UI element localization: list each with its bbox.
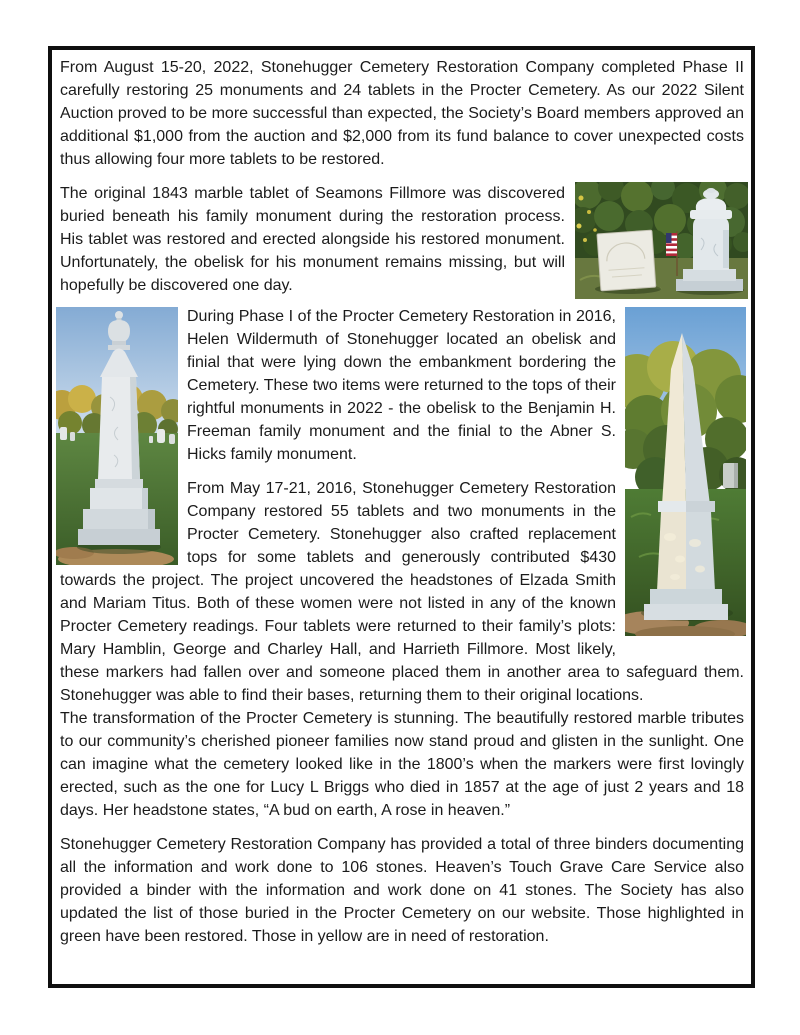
- article-frame: [48, 46, 755, 988]
- marble-tablet: [597, 230, 656, 291]
- monument-with-urn-finial-photo: [56, 307, 178, 565]
- phase1-section: [60, 305, 744, 707]
- seamons-fillmore-section: [60, 182, 744, 305]
- restored-tablet-and-monument-photo: [575, 182, 748, 299]
- restored-obelisk-photo: [625, 307, 746, 636]
- paragraph-transformation: The transformation of the Procter Cemetery is stunning. The beautifully restored marble tributes to our community’s cherished pioneer families now stand proud and glisten in the sunlight. One can imagine what the cemetery looked like in the 1800’s when the markers were first lovingly erected, such as the one for Lucy L Briggs who died in 1857 at the age of just 2 years and 18 days. Her headstone states, “A bud on earth, A rose in heaven.”: [60, 710, 744, 819]
- background-headstone: [723, 463, 738, 488]
- paragraph-2016-restoration: From May 17-21, 2016, Stonehugger Cemetery Restoration Company restored 55 tablets and two monuments in the Procter Cemetery. Stonehugger also crafted replacement tops for some tablets and generously contributed $430 towards the project. The project uncovered the headstones of Elzada Smith and Mariam Titus. Both of these women were not listed in any of the known Procter Cemetery readings. Four tablets were returned to their family’s plots: Mary Hamblin, George and Charley Hall, and Harrieth Fillmore. Most likely, these markers had fallen over and someone placed them in another area to safeguard them. Stonehugger was able to find their bases, returning them to their original locations.: [60, 480, 744, 704]
- paragraph-phase2-summary: From August 15-20, 2022, Stonehugger Cemetery Restoration Company completed Phase II carefully restoring 25 monuments and 24 tablets in the Procter Cemetery. As our 2022 Silent Auction proved to be more successful than expected, the Society’s Board members approved an additional $1,000 from the auction and $2,000 from its fund balance to cover unexpected costs thus allowing four more tablets to be restored.: [60, 59, 744, 168]
- paragraph-phase1-obelisk-finial: During Phase I of the Procter Cemetery Restoration in 2016, Helen Wildermuth of Stonehugger located an obelisk and finial that were lying down the embankment bordering the Cemetery. These two items were returned to the tops of their rightful monuments in 2022 - the obelisk to the Benjamin H. Freeman family monument and the finial to the Abner S. Hicks family monument.: [187, 308, 616, 463]
- paragraph-binders-website: Stonehugger Cemetery Restoration Company has provided a total of three binders documenting all the information and work done to 106 stones. Heaven’s Touch Grave Care Service also provided a binder with the information and work done on 41 stones. The Society has also updated the list of those buried in the Procter Cemetery on our website. Those highlighted in green have been restored. Those in yellow are in need of restoration.: [60, 836, 744, 945]
- paragraph-seamons-fillmore: The original 1843 marble tablet of Seamons Fillmore was discovered buried beneath his family monument during the restoration process. His tablet was restored and erected alongside his restored monument. Unfortunately, the obelisk for his monument remains missing, but will hopefully be discovered one day.: [60, 185, 565, 294]
